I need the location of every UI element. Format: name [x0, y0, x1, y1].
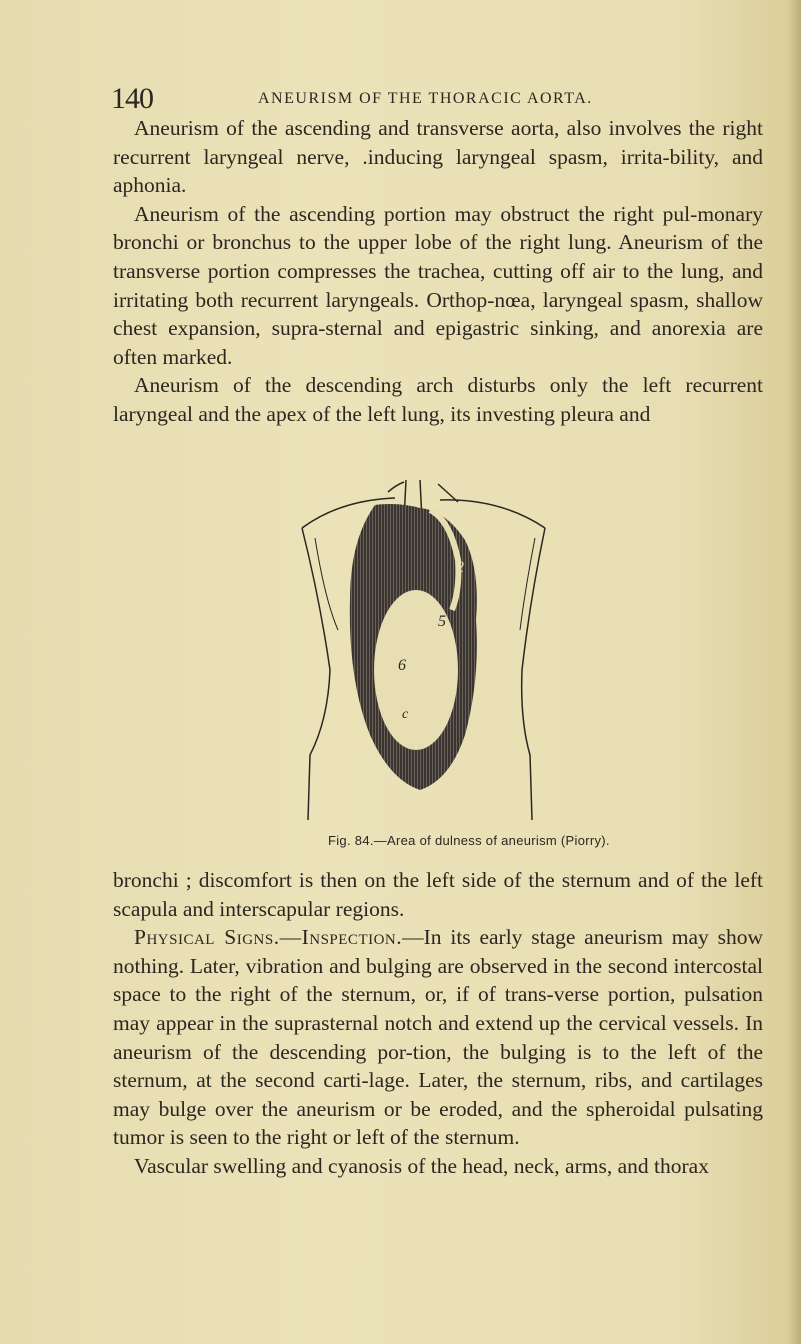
figure-label-c: c — [402, 707, 409, 722]
bottom-text-block — [113, 866, 763, 1181]
paragraph-vascular-swelling: Vascular swelling and cyanosis of the head, neck, arms, and thorax — [134, 1153, 709, 1178]
paragraph-ascending-portion: Aneurism of the ascending portion may obstruct the right pul-monary bronchi or bronchus to the upper lobe of the right lung. Aneurism of the transverse portion compresses the trachea, cutting off air to the lung, and irritating both recurrent laryngeals. Orthop-nœa, laryngeal spasm, shallow chest expansion, supra-sternal and epigastric sinking, and anorexia are often marked. — [113, 201, 763, 369]
top-text-block — [113, 114, 763, 429]
right-shoulder-outline — [440, 500, 545, 528]
right-chest-outline — [522, 528, 545, 820]
page-number: 140 — [111, 82, 153, 115]
dulness-diagram — [280, 480, 570, 830]
page-edge-shadow — [787, 0, 801, 1344]
paragraph-descending-arch: Aneurism of the descending arch disturbs only the left recurrent laryngeal and the apex of the left lung, its investing pleura and — [113, 373, 763, 426]
figure-label-2: 2 — [456, 559, 464, 576]
section-heading-physical-signs: Physical Signs. — [134, 925, 280, 950]
figure-label-5: 5 — [438, 613, 446, 630]
paragraph-physical-signs — [113, 923, 763, 1152]
inspection-body: —In its early stage aneurism may show nothing. Later, vibration and bulging are observed in the second intercostal space to the right of the sternum, or, if of trans-verse portion, pulsation may appear in the suprasternal notch and extend up the cervical vessels. In aneurism of the descending por-tion, the bulging is to the left of the sternum, at the second carti-lage. Later, the sternum, ribs, and cartilages may bulge over the aneurism or be eroded, and the spheroidal pulsating tumor is seen to the right or left of the sternum. — [113, 925, 763, 1150]
right-inner-line — [520, 538, 535, 630]
neck-outline-left — [388, 482, 404, 492]
figure-label-6: 6 — [398, 657, 406, 674]
figure-84 — [280, 480, 570, 830]
left-inner-line — [315, 538, 338, 630]
running-head: ANEURISM OF THE THORACIC AORTA. — [258, 90, 593, 107]
paragraph-continuation: bronchi ; discomfort is then on the left side of the sternum and of the left scapula and interscapular regions. — [113, 868, 763, 921]
paragraph-ascending-transverse: Aneurism of the ascending and transverse aorta, also involves the right recurrent laryngeal nerve, .inducing laryngeal spasm, irrita-bility, and aphonia. — [113, 116, 763, 198]
subheading-inspection: —Inspection. — [279, 925, 403, 950]
figure-caption: Fig. 84.—Area of dulness of aneurism (Piorry). — [328, 833, 610, 848]
left-chest-outline — [302, 528, 330, 820]
